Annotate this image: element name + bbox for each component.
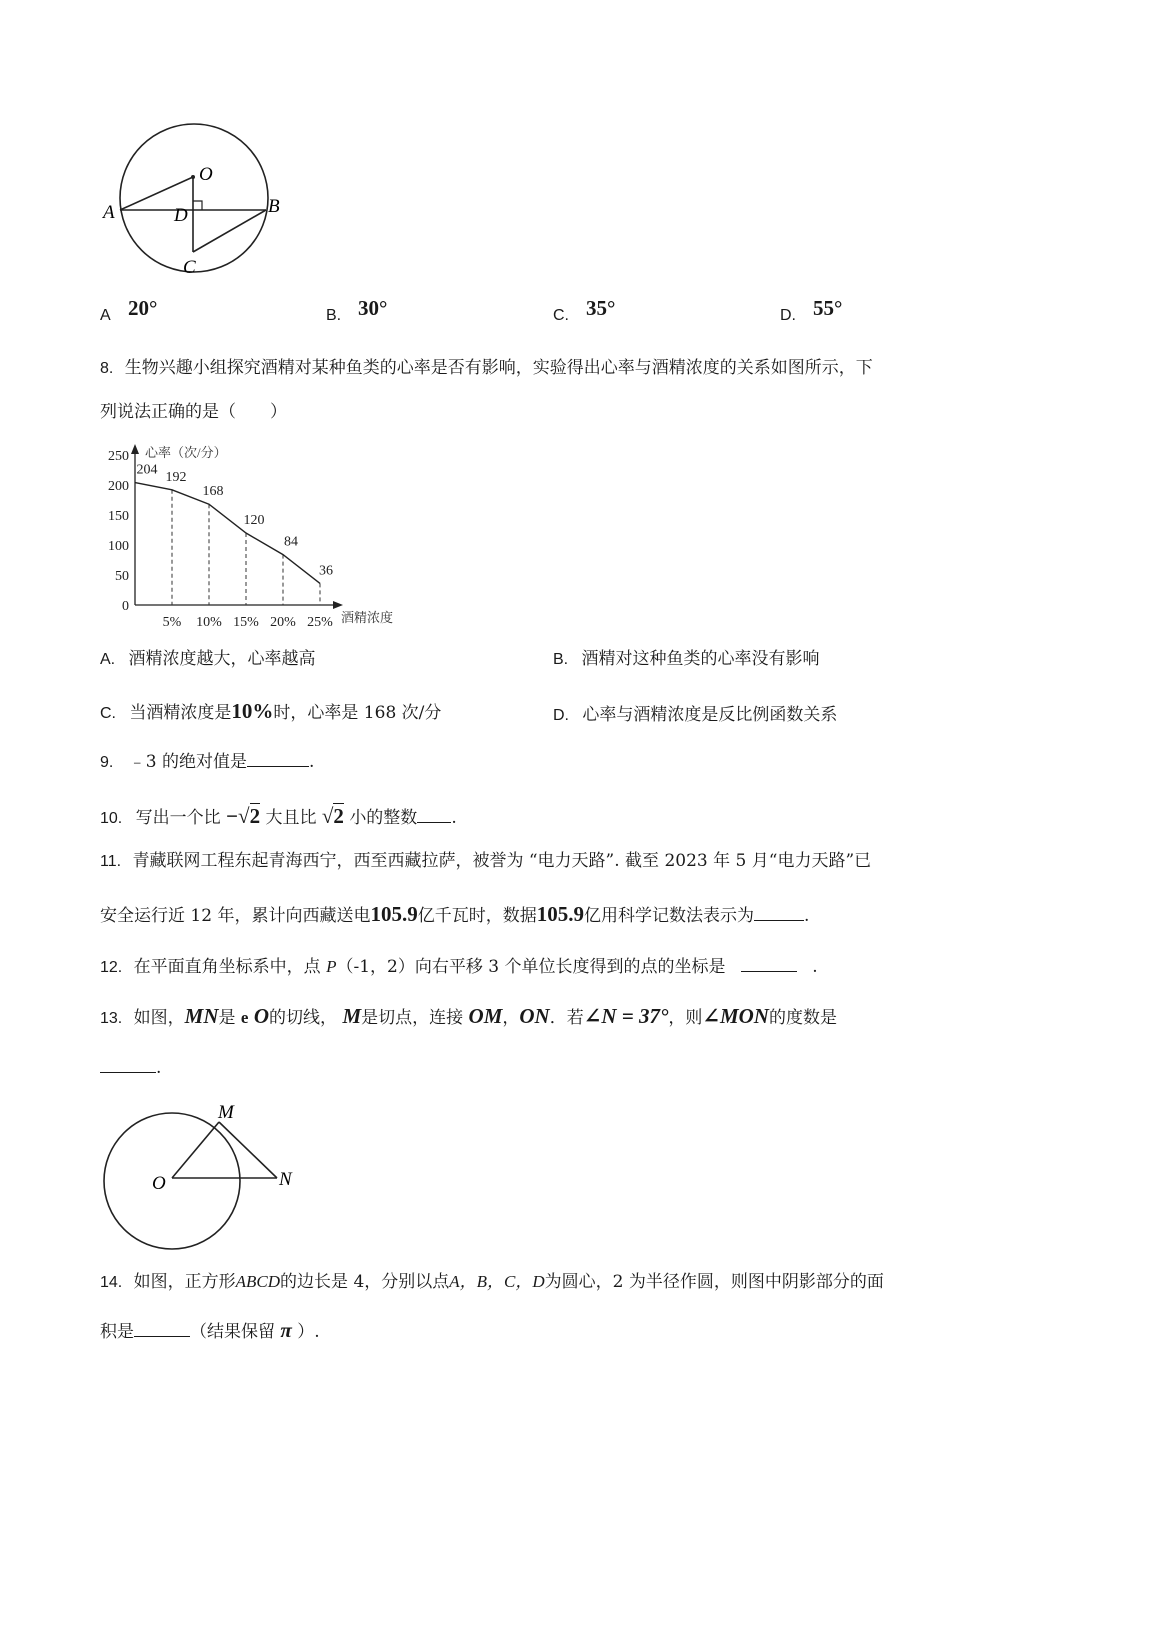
data-label: 204 — [136, 462, 158, 478]
q14-line2-pre: 积是 — [100, 1322, 134, 1342]
q13-answer-blank[interactable] — [100, 1058, 156, 1073]
circle-outline — [120, 124, 268, 272]
q14-pi: π — [280, 1318, 292, 1342]
q13-then: ，则 — [668, 1008, 703, 1028]
q12-post: （-1，2）向右平移 3 个单位长度得到的点的坐标是 — [336, 957, 726, 977]
label-d: D — [174, 205, 188, 226]
q11-answer-blank[interactable] — [754, 906, 804, 921]
q9 — [100, 752, 314, 771]
q11-line2-mid: 亿千瓦时，数据 — [417, 906, 537, 926]
q14-line2-post: ）. — [297, 1322, 320, 1342]
q8-line1 — [100, 360, 873, 377]
q7-circle-figure — [95, 120, 305, 285]
x-tick-label: 10% — [196, 615, 222, 630]
q12 — [100, 957, 818, 976]
q14-line1-pre: 如图，正方形 — [133, 1272, 236, 1292]
q14-square: ABCD — [235, 1272, 281, 1291]
y-tick-label: 150 — [108, 509, 129, 524]
q7-option-a-value: 20° — [128, 296, 158, 320]
radius-om — [172, 1122, 219, 1178]
q13-end: . — [156, 1058, 162, 1078]
q10 — [100, 806, 457, 827]
q10-neg: − — [226, 804, 239, 828]
q11-text-line1: 青藏联网工程东起青海西宁，西至西藏拉萨，被誉为 “电力天路”. 截至 2023 年 5 月“电力天路”已 — [132, 851, 872, 871]
q14-line1-post: 为圆心，2 为半径作圆，则图中阴影部分的面 — [544, 1272, 884, 1292]
q8-option-c-math: 10% — [231, 699, 274, 723]
q7-option-c-letter: C. — [553, 307, 569, 324]
q10-radicand-2: 2 — [333, 804, 344, 828]
q8-option-b-text: 酒精对这种鱼类的心率没有影响 — [581, 649, 820, 669]
q13-tangent-point: 是切点，连接 — [361, 1008, 464, 1028]
label-b: B — [268, 196, 280, 217]
q12-answer-blank[interactable] — [741, 957, 797, 972]
q14-points: A，B，C，D — [449, 1272, 545, 1291]
center-dot — [191, 175, 195, 179]
q14-line1-mid: 的边长是 4，分别以点 — [280, 1272, 450, 1292]
q13-angle-mon: ∠MON — [702, 1004, 769, 1028]
tangent-mn — [219, 1122, 277, 1178]
x-tick-label: 15% — [233, 615, 259, 630]
q11-math-1: 105.9 — [370, 902, 418, 926]
label-o: O — [152, 1173, 166, 1194]
q13-pre: 如图， — [133, 1008, 185, 1028]
q10-sqrt-sign-2: √ — [321, 804, 334, 828]
q10-mid: 大且比 — [265, 808, 317, 828]
q8-option-d-text: 心率与酒精浓度是反比例函数关系 — [582, 705, 838, 725]
series-line — [135, 483, 320, 584]
data-label: 192 — [165, 469, 187, 485]
q7-option-d-value: 55° — [813, 296, 843, 320]
q13-tangent: 的切线， — [269, 1008, 338, 1028]
q8-line2: 列说法正确的是（ ） — [100, 402, 287, 422]
label-o: O — [199, 164, 213, 185]
q8-option-c-pre: 当酒精浓度是 — [129, 703, 232, 723]
q8-option-d-letter: D. — [553, 707, 569, 724]
heart-rate-chart — [95, 440, 425, 635]
q9-answer-blank[interactable] — [247, 752, 309, 767]
q12-point: P — [326, 957, 337, 976]
label-n: N — [279, 1169, 292, 1190]
q7-option-b-value: 30° — [358, 296, 388, 320]
x-axis-label: 酒精浓度 — [341, 610, 394, 625]
q11-line2 — [100, 904, 809, 925]
label-c: C — [183, 257, 196, 278]
q8-number: 8. — [100, 360, 114, 377]
q9-text: ﹣3 的绝对值是 — [128, 752, 247, 772]
label-a: A — [103, 202, 115, 223]
q13-degree: 的度数是 — [768, 1008, 837, 1028]
q12-end: . — [812, 957, 818, 977]
q8-option-a-letter: A. — [100, 651, 116, 668]
q8-option-a — [100, 651, 316, 668]
q14-number: 14. — [100, 1274, 123, 1291]
q10-post: 小的整数 — [349, 808, 418, 828]
q9-number: 9. — [100, 754, 114, 771]
y-tick-label: 250 — [108, 449, 129, 464]
data-label: 84 — [284, 534, 298, 550]
q13-line2 — [100, 1058, 161, 1077]
label-m: M — [218, 1102, 234, 1123]
data-label: 120 — [243, 513, 265, 528]
q8-option-c-letter: C. — [100, 705, 116, 722]
x-tick-label: 25% — [307, 615, 333, 630]
q8-option-c-post: 时，心率是 168 次/分 — [273, 703, 442, 723]
segment-cb — [193, 210, 266, 252]
x-axis-arrow — [333, 601, 343, 609]
q9-end: . — [308, 752, 315, 772]
q8-text-line1: 生物兴趣小组探究酒精对某种鱼类的心率是否有影响，实验得出心率与酒精浓度的关系如图所示，下 — [124, 358, 873, 378]
q13-on: ON — [519, 1004, 550, 1028]
y-tick-label: 100 — [108, 539, 129, 554]
q13-tangent-figure — [95, 1095, 315, 1255]
q10-pre: 写出一个比 — [135, 808, 221, 828]
q13-mn: MN — [184, 1004, 219, 1028]
q13-angle-n: ∠N = 37° — [583, 1004, 669, 1028]
q7-option-c-value: 35° — [586, 296, 616, 320]
x-tick-label: 5% — [162, 615, 182, 630]
q7-option-b-letter: B. — [326, 307, 342, 324]
q14-line1 — [100, 1273, 884, 1291]
q13-number: 13. — [100, 1010, 123, 1027]
q13-om: OM — [468, 1004, 503, 1028]
q10-number: 10. — [100, 810, 123, 827]
right-angle-mark — [193, 201, 202, 210]
q14-line2-mid: （结果保留 — [190, 1322, 275, 1342]
q7-option-d-letter: D. — [780, 307, 796, 324]
y-axis-arrow — [131, 444, 139, 454]
q14-answer-blank[interactable] — [134, 1322, 190, 1337]
q10-sqrt-sign: √ — [238, 804, 250, 828]
q10-answer-blank[interactable] — [417, 808, 451, 823]
q8-option-b — [553, 651, 820, 668]
q11-number: 11. — [100, 853, 122, 870]
q11-end: . — [803, 906, 810, 926]
y-tick-label: 200 — [108, 479, 129, 494]
q13-circle-o: O — [253, 1004, 270, 1028]
q12-pre: 在平面直角坐标系中，点 — [133, 957, 321, 977]
q8-option-c — [100, 701, 441, 722]
q11-line1 — [100, 853, 871, 870]
y-tick-label: 0 — [122, 599, 129, 614]
q7-option-a-letter: A — [100, 307, 111, 324]
q10-end: . — [451, 808, 457, 828]
q13-circle-symbol: e — [240, 1008, 249, 1027]
data-label: 36 — [319, 563, 333, 579]
q8-option-a-text: 酒精浓度越大，心率越高 — [128, 649, 316, 669]
q11-line2-pre: 安全运行近 12 年，累计向西藏送电 — [100, 906, 371, 926]
q13-line1 — [100, 1006, 837, 1027]
q13-m: M — [342, 1004, 362, 1028]
y-tick-label: 50 — [115, 569, 129, 584]
q11-line2-post: 亿用科学记数法表示为 — [583, 906, 754, 926]
y-axis-label: 心率（次/分） — [145, 445, 227, 460]
data-label: 168 — [202, 484, 224, 500]
x-tick-label: 20% — [270, 615, 296, 630]
q12-number: 12. — [100, 959, 123, 976]
q14-line2 — [100, 1320, 320, 1341]
q8-option-b-letter: B. — [553, 651, 569, 668]
q10-radicand: 2 — [249, 804, 261, 828]
circle-outline — [104, 1113, 240, 1249]
q13-is: 是 — [218, 1008, 236, 1028]
q13-if: ．若 — [549, 1008, 584, 1028]
q8-option-d — [553, 707, 837, 724]
q13-sep: ， — [502, 1008, 520, 1028]
q11-math-2: 105.9 — [536, 902, 584, 926]
